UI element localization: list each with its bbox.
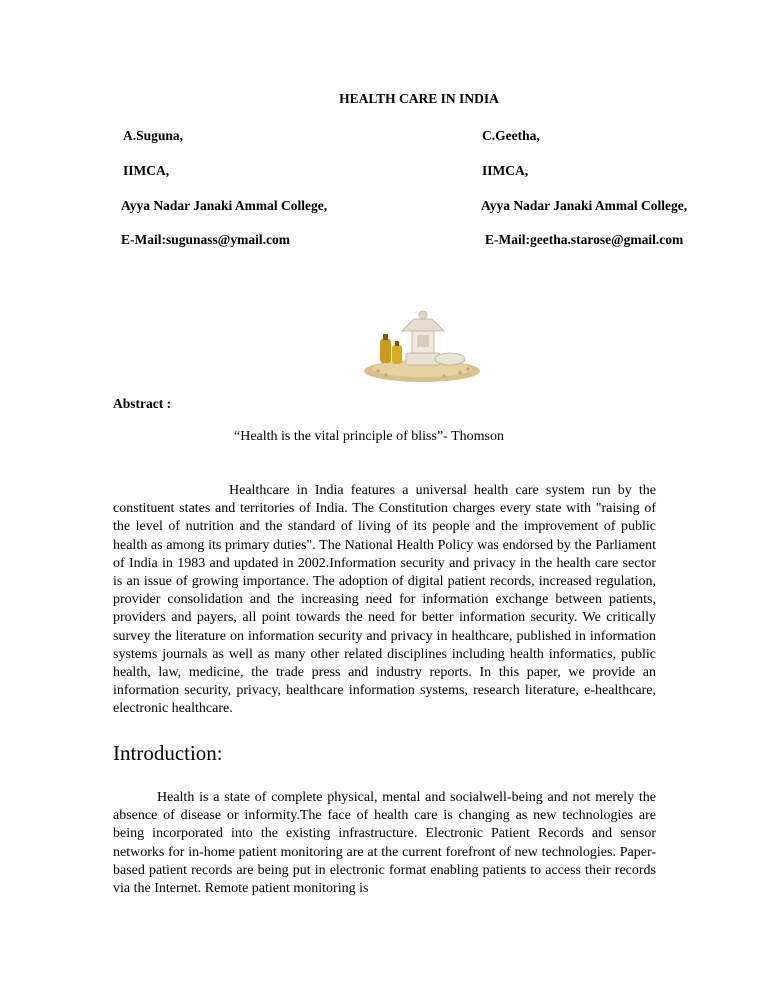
spa-lantern-illustration bbox=[360, 305, 485, 385]
abstract-quote: “Health is the vital principle of bliss”- Thomson bbox=[234, 429, 504, 444]
author-2-email: E-Mail:geetha.starose@gmail.com bbox=[485, 232, 684, 247]
author-1-name: A.Suguna, bbox=[123, 128, 184, 143]
abstract-heading: Abstract : bbox=[113, 396, 172, 411]
author-2-college: Ayya Nadar Janaki Ammal College, bbox=[481, 198, 688, 213]
author-2-name: C.Geetha, bbox=[482, 128, 540, 143]
paper-title: HEALTH CARE IN INDIA bbox=[339, 91, 499, 106]
author-1-email: E-Mail:sugunass@ymail.com bbox=[121, 232, 290, 247]
abstract-body: Healthcare in India features a universal health care system run by the constituent states and territories of India. The Constitution charges every state with "raising of the level of nutrition and the standard of living of its people and the improvement of public health as among its primary duties". The National Health Policy was endorsed by the Parliament of India in 1983 and updated in 2002.Information security and privacy in the health care sector is an issue of growing importance. The adoption of digital patient records, increased regulation, provider consolidation and the increasing need for information exchange between patients, providers and payers, all point towards the need for better information security. We critically survey the literature on information security and privacy in healthcare, published in information systems journals as well as many other related disciplines including health informatics, public health, law, medicine, the trade press and industry reports. In this paper, we provide an information security, privacy, healthcare information systems, research literature, e-healthcare, electronic healthcare. bbox=[113, 483, 656, 717]
author-1-college: Ayya Nadar Janaki Ammal College, bbox=[121, 198, 328, 213]
author-2-dept: IIMCA, bbox=[482, 163, 529, 178]
introduction-body: Health is a state of complete physical, mental and socialwell-being and not merely the absence of disease or informity.The face of health care is changing as new technologies are being incorporated into the existing infrastructure. Electronic Patient Records and sensor networks for in-home patient monitoring are at the current forefront of new technologies. Paper-based patient records are being put in electronic format enabling patients to access their records via the Internet. Remote patient monitoring is bbox=[113, 790, 656, 897]
author-1-dept: IIMCA, bbox=[123, 163, 170, 178]
introduction-heading: Introduction: bbox=[113, 741, 223, 765]
